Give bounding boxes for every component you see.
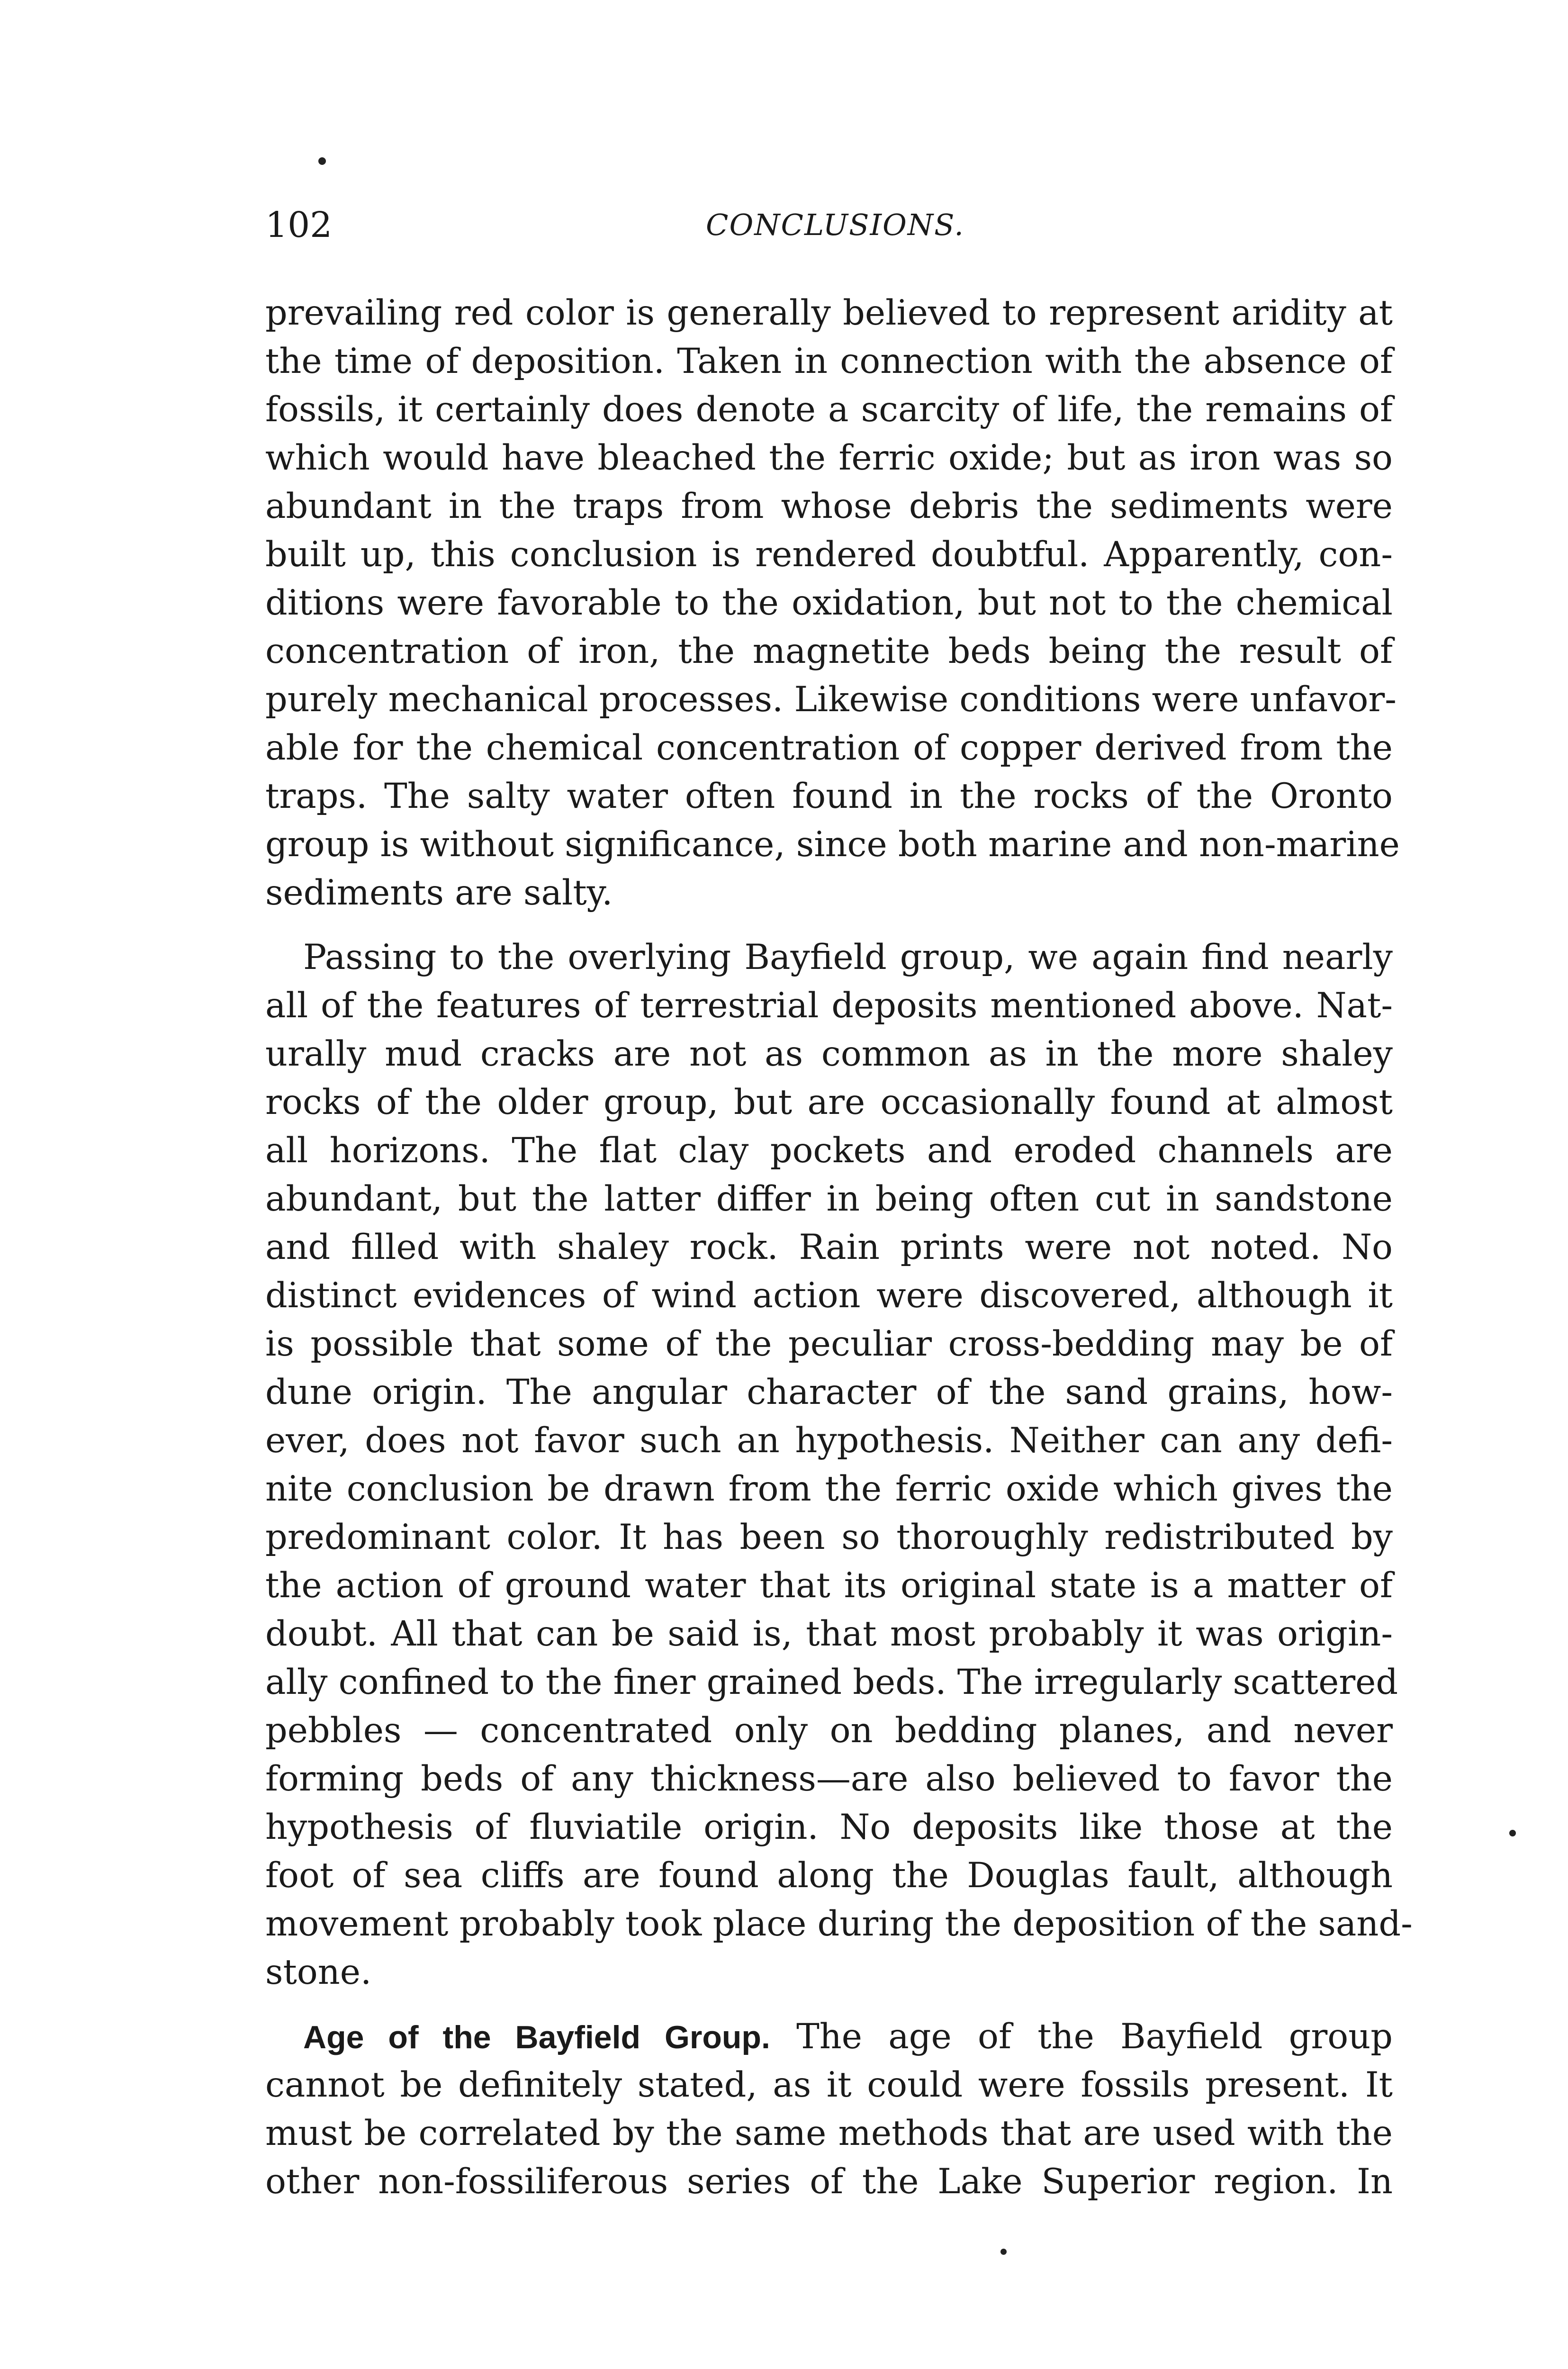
text-line: all of the features of terrestrial deposits mentioned above. Nat- <box>265 986 1393 1026</box>
text-line: predominant color. It has been so thoroughly redistributed by <box>265 1517 1393 1557</box>
text-line: forming beds of any thickness—are also believed to favor the <box>265 1759 1393 1799</box>
text-line: ally confined to the finer grained beds. The irregularly scattered <box>265 1662 1398 1702</box>
body-text <box>265 289 1413 2222</box>
text-line: and filled with shaley rock. Rain prints were not noted. No <box>265 1227 1393 1267</box>
text-line: rocks of the older group, but are occasionally found at almost <box>265 1082 1393 1122</box>
text-line: ditions were favorable to the oxidation, but not to the chemical <box>265 583 1393 623</box>
page-speck <box>318 157 326 165</box>
page-speck <box>1000 2249 1007 2255</box>
text-line: must be correlated by the same methods that are used with the <box>265 2113 1393 2153</box>
text-line: ever, does not favor such an hypothesis. Neither can any defi- <box>265 1420 1393 1461</box>
text-line: sediments are salty. <box>265 873 613 913</box>
text-line: stone. <box>265 1952 372 1992</box>
text-line: all horizons. The flat clay pockets and eroded channels are <box>265 1130 1393 1171</box>
text-line: Passing to the overlying Bayfield group, we again find nearly <box>303 937 1393 977</box>
text-line: pebbles — concentrated only on bedding planes, and never <box>265 1710 1393 1751</box>
text-line <box>265 2013 1393 2061</box>
paragraph <box>265 2013 1393 2206</box>
paragraph <box>265 933 1413 1997</box>
text-line: cannot be definitely stated, as it could were fossils present. It <box>265 2065 1393 2105</box>
text-line: other non-fossiliferous series of the Lake Superior region. In <box>265 2161 1393 2202</box>
text-line: distinct evidences of wind action were discovered, although it <box>265 1275 1393 1316</box>
text-line: nite conclusion be drawn from the ferric oxide which gives the <box>265 1469 1393 1509</box>
running-head: CONCLUSIONS. <box>706 208 965 242</box>
page-number: 102 <box>265 205 333 245</box>
text-line: concentration of iron, the magnetite beds being the result of <box>265 631 1393 671</box>
text-line: dune origin. The angular character of the sand grains, how- <box>265 1372 1393 1412</box>
text-line: the action of ground water that its original state is a matter of <box>265 1565 1393 1606</box>
text-line: foot of sea cliffs are found along the Douglas fault, although <box>265 1855 1393 1896</box>
text-line: is possible that some of the peculiar cross-bedding may be of <box>265 1324 1393 1364</box>
text-line: which would have bleached the ferric oxide; but as iron was so <box>265 438 1393 478</box>
text-line: movement probably took place during the deposition of the sand- <box>265 1904 1413 1944</box>
text-run: The age of the Bayfield group <box>770 2016 1393 2057</box>
text-line: fossils, it certainly does denote a scarcity of life, the remains of <box>265 389 1393 430</box>
text-line: able for the chemical concentration of copper derived from the <box>265 728 1393 768</box>
text-line: abundant, but the latter differ in being often cut in sandstone <box>265 1179 1393 1219</box>
text-line: abundant in the traps from whose debris the sediments were <box>265 486 1393 526</box>
text-line: prevailing red color is generally believed to represent aridity at <box>265 293 1393 333</box>
text-line: urally mud cracks are not as common as in the more shaley <box>265 1034 1393 1074</box>
text-line: traps. The salty water often found in the rocks of the Oronto <box>265 776 1393 816</box>
text-line: hypothesis of fluviatile origin. No deposits like those at the <box>265 1807 1393 1847</box>
text-line: doubt. All that can be said is, that most probably it was origin- <box>265 1614 1393 1654</box>
page-header <box>265 199 966 251</box>
text-line: the time of deposition. Taken in connection with the absence of <box>265 341 1393 381</box>
paragraph <box>265 289 1400 917</box>
text-line: purely mechanical processes. Likewise conditions were unfavor- <box>265 679 1397 720</box>
text-line: built up, this conclusion is rendered doubtful. Apparently, con- <box>265 534 1393 575</box>
section-heading: Age of the Bayfield Group. <box>303 2019 770 2055</box>
text-line: group is without significance, since both marine and non-marine <box>265 824 1400 865</box>
page-speck <box>1509 1830 1516 1836</box>
